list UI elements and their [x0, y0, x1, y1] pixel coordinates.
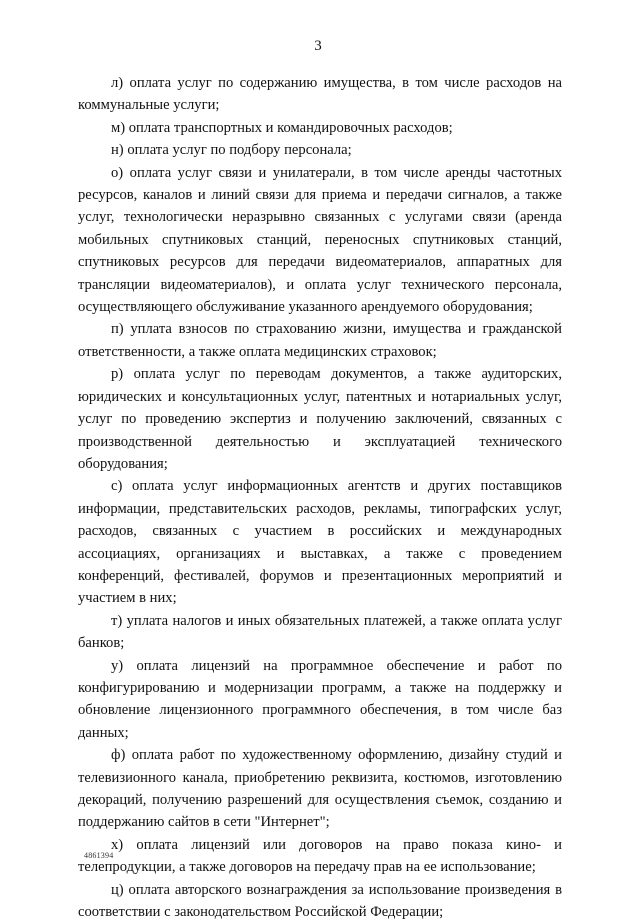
page-number: 3: [314, 38, 322, 54]
paragraph-h: х) оплата лицензий или договоров на право показа кино- и телепродукции, а также договоров на передачу прав на ее использование;: [78, 836, 562, 876]
paragraph-o: о) оплата услуг связи и унилатерали, в том числе аренды частотных ресурсов, каналов и линий связи для приема и передачи сигналов, а также услуг, технологически неразрывно связанных с услугами связи (аренда мобильных спутниковых станций, переносных спутниковых станций, спутниковых ресурсов для передачи видеоматериалов, аппаратных для трансляции видеоматериалов), и оплата услуг технического персонала, осуществляющего обслуживание указанного арендуемого оборудования;: [78, 164, 562, 316]
paragraph-r: р) оплата услуг по переводам документов, а также аудиторских, юридических и консультационных услуг, патентных и нотариальных услуг, услуг по проведению экспертиз и получению заключений, связанных с производственной деятельностью и эксплуатацией технического оборудования;: [78, 366, 562, 472]
paragraph-n: н) оплата услуг по подбору персонала;: [111, 142, 352, 159]
paragraph-ts: ц) оплата авторского вознаграждения за использование произведения в соответствии с законодательством Российской Федерации;: [78, 881, 562, 921]
document-body: [78, 72, 562, 923]
paragraph-s: с) оплата услуг информационных агентств и других поставщиков информации, представительских расходов, рекламы, типографских услуг, расходов, связанных с участием в российских и международных ассоциациях, организациях и выставках, а также с проведением конференций, фестивалей, форумов и презентационных мероприятий и участием в них;: [78, 478, 562, 607]
document-id: 4861394: [84, 851, 114, 860]
paragraph-m: м) оплата транспортных и командировочных расходов;: [111, 119, 453, 136]
paragraph-u: у) оплата лицензий на программное обеспечение и работ по конфигурированию и модернизации программ, а также на поддержку и обновление лицензионного программного обеспечения, в том числе баз данных;: [78, 657, 562, 741]
paragraph-f: ф) оплата работ по художественному оформлению, дизайну студий и телевизионного канала, приобретению реквизита, костюмов, изготовлению декораций, получению разрешений для осуществления съемок, созданию и поддержанию сайтов в сети "Интернет";: [78, 747, 562, 831]
paragraph-p: п) уплата взносов по страхованию жизни, имущества и гражданской ответственности, а также оплата медицинских страховок;: [78, 321, 562, 360]
paragraph-t: т) уплата налогов и иных обязательных платежей, а также оплата услуг банков;: [78, 612, 562, 652]
paragraph-l: л) оплата услуг по содержанию имущества, в том числе расходов на коммунальные услуги;: [78, 75, 562, 114]
